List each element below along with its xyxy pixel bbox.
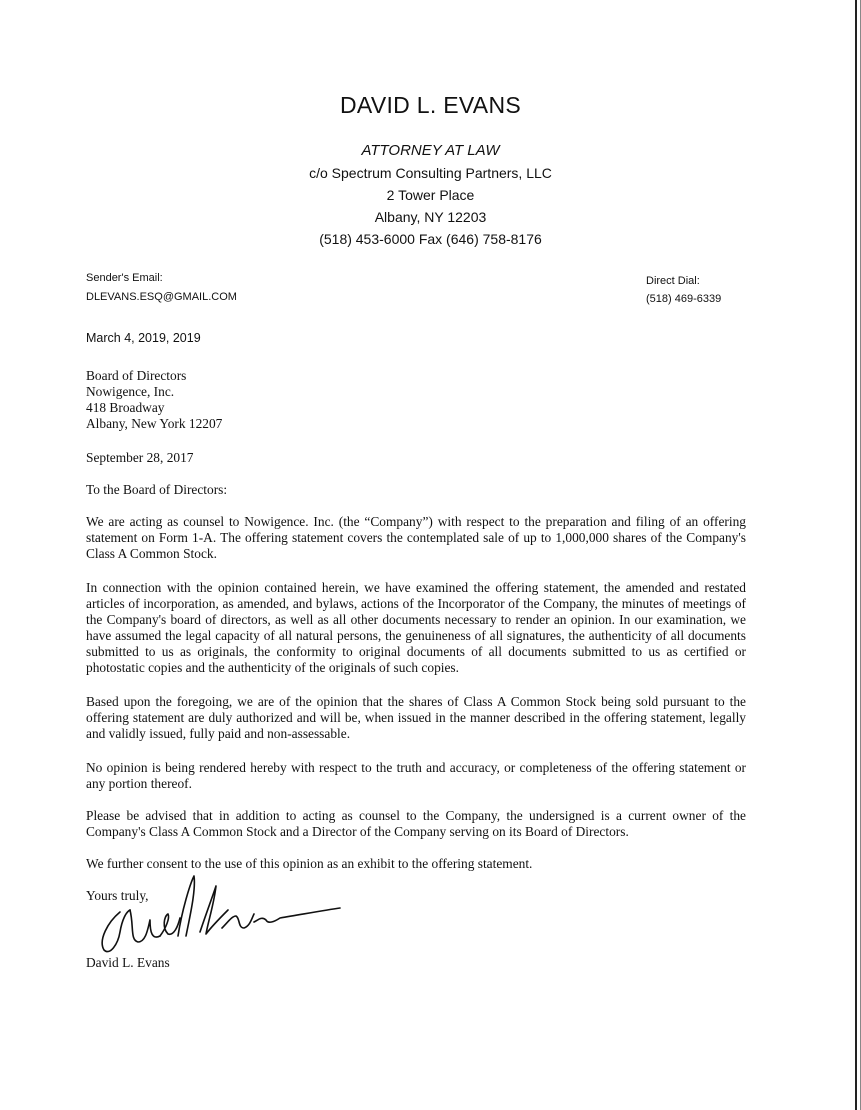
letter-date: March 4, 2019, 2019: [86, 331, 201, 345]
handwritten-signature: [90, 870, 350, 960]
direct-dial-label: Direct Dial:: [646, 275, 700, 287]
letterhead-address-line1: c/o Spectrum Consulting Partners, LLC: [309, 165, 552, 181]
paragraph-2: In connection with the opinion contained herein, we have examined the offering statement, the amended and restated articles of incorporation, as amended, and bylaws, actions of the Incorporator of the Company, the minutes of meetings of the Company's board of directors, as well as all other documents necessary to render an opinion. In our examination, we have assumed the legal capacity of all natural persons, the genuineness of all signatures, the authenticity of all documents submitted to us as originals, the conformity to original documents of all documents submitted to us as certified or photostatic copies and the authenticity of the originals of such copies.: [86, 580, 746, 675]
letterhead-name: DAVID L. EVANS: [339, 92, 521, 118]
sender-email: DLEVANS.ESQ@GMAIL.COM: [86, 291, 237, 303]
sender-email-label: Sender's Email:: [86, 272, 163, 284]
letterhead-address-line2: 2 Tower Place: [386, 187, 475, 203]
recipient-line3: 418 Broadway: [86, 400, 165, 415]
recipient-line2: Nowigence, Inc.: [86, 384, 175, 399]
signatory-name: David L. Evans: [86, 955, 170, 970]
paragraph-4: No opinion is being rendered hereby with respect to the truth and accuracy, or completeness of the offering statement or any portion thereof.: [86, 760, 746, 791]
recipient-line1: Board of Directors: [86, 368, 187, 383]
salutation: To the Board of Directors:: [86, 482, 228, 497]
second-date: September 28, 2017: [86, 450, 194, 465]
paragraph-1: We are acting as counsel to Nowigence. Inc. (the “Company”) with respect to the preparation and filing of an offering statement on Form 1-A. The offering statement covers the contemplated sale of up to 1,000,000 shares of the Company's Class A Common Stock.: [86, 514, 746, 561]
letterhead-address-line3: Albany, NY 12203: [374, 209, 487, 225]
paragraph-5: Please be advised that in addition to acting as counsel to the Company, the undersigned is a current owner of the Company's Class A Common Stock and a Director of the Company serving on its Board of Directors.: [86, 808, 746, 839]
letterhead-phone-fax: (518) 453-6000 Fax (646) 758-8176: [319, 231, 542, 247]
paragraph-3: Based upon the foregoing, we are of the opinion that the shares of Class A Common Stock being sold pursuant to the offering statement are duly authorized and will be, when issued in the manner described in the offering statement, legally and validly issued, fully paid and non-assessable.: [86, 694, 746, 741]
direct-dial-number: (518) 469-6339: [646, 293, 722, 305]
letterhead-title: ATTORNEY AT LAW: [361, 142, 500, 159]
recipient-line4: Albany, New York 12207: [86, 416, 223, 431]
recipient-block: [86, 368, 746, 432]
closing: Yours truly,: [86, 888, 149, 903]
paragraph-6: We further consent to the use of this opinion as an exhibit to the offering statement.: [86, 856, 533, 871]
